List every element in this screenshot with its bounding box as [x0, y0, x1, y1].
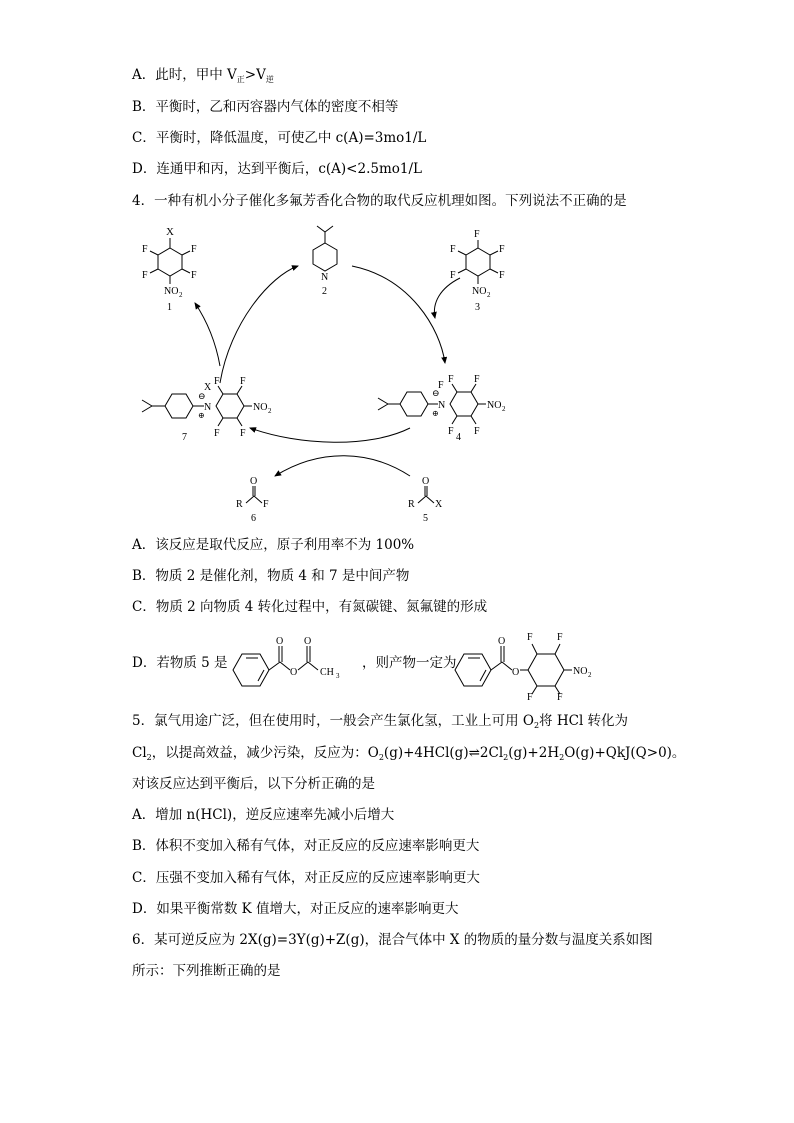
mol1-x-atom: X	[166, 226, 174, 238]
anhydride-bridge-o: O	[290, 667, 298, 678]
arrow-7-to-1	[195, 303, 220, 366]
ester-f-atom: F	[527, 632, 533, 643]
mol4-n-atom: N	[438, 400, 446, 411]
mol3-f-atom: F	[450, 244, 456, 255]
ester-bridge-o: O	[512, 667, 520, 678]
mol7-x-anion: X	[204, 382, 212, 393]
label-2: 2	[322, 286, 327, 297]
mol-anhydride-structure	[228, 632, 358, 690]
mol4-f-atom: F	[474, 374, 480, 385]
mol3-nitro: NO	[472, 286, 487, 297]
ester-f-atom: F	[557, 692, 563, 700]
label-7: 7	[182, 432, 187, 443]
label-5: 5	[423, 513, 428, 524]
mol6-f-atom: F	[263, 499, 269, 510]
mol7-nitro-sub: 2	[268, 407, 272, 415]
mol5-x-atom: X	[435, 499, 443, 510]
ester-nitro-sub: 2	[588, 671, 592, 679]
mol4-f-atom: F	[448, 374, 454, 385]
q5-option-a: A．增加 n(HCl)，逆反应速率先减小后增大	[132, 807, 395, 823]
arrow-5-to-6	[275, 456, 410, 476]
q5-stem-line3: 对该反应达到平衡后，以下分析正确的是	[132, 776, 375, 792]
q4-option-d-mid: ，则产物一定为	[362, 655, 457, 671]
mol7-f-atom: F	[214, 428, 220, 439]
mol4-minus-charge: ⊖	[432, 388, 440, 398]
mol-ester-product-structure	[450, 622, 610, 700]
q4-option-c: C．物质 2 向物质 4 转化过程中，有氮碳键、氮氟键的形成	[132, 599, 488, 615]
mol4-plus-charge: ⊕	[432, 409, 439, 418]
q4-stem: 4．一种有机小分子催化多氟芳香化合物的取代反应机理如图。下列说法不正确的是	[132, 193, 627, 209]
q3-option-d: D．连通甲和丙，达到平衡后，c(A)<2.5mo1/L	[132, 161, 422, 177]
q5-stem-line2: $Cl_2$，以提高效益，减少污染，反应为：$O_2(g)+4HCl(g)\rightleftharpoons 2Cl_2(g)+2H_2O(g)+QkJ(Q>0)$。	[132, 745, 686, 762]
mol3-nitro-sub: 2	[487, 291, 491, 299]
mol3-f-atom: F	[450, 270, 456, 281]
label-1: 1	[167, 302, 172, 313]
mol4-f-atom: F	[448, 426, 454, 437]
anhydride-methyl: CH	[320, 667, 334, 678]
mol1-f-atom: F	[191, 244, 197, 255]
mol7-f-atom: F	[214, 376, 220, 387]
ester-o-atom: O	[498, 636, 506, 647]
label-6: 6	[251, 513, 256, 524]
arrow-2-to-4	[352, 266, 445, 363]
anhydride-o-atom: O	[304, 636, 312, 647]
mol1-nitro-sub: 2	[179, 291, 183, 299]
mol4-f-atom: F	[474, 426, 480, 437]
arrow-3-in	[434, 278, 460, 318]
arrow-7-to-2	[220, 266, 298, 383]
ester-nitro: NO	[573, 666, 588, 677]
mol6-o-atom: O	[250, 476, 258, 487]
mol1-f-atom: F	[191, 270, 197, 281]
anhydride-methyl-sub: 3	[336, 672, 340, 680]
mol5-r-group: R	[408, 499, 415, 510]
mol1-f-atom: F	[142, 270, 148, 281]
mol7-plus-charge: ⊕	[198, 411, 205, 420]
mol4-nitro: NO	[487, 400, 502, 411]
q6-stem-line1: 6．某可逆反应为 2X(g)=3Y(g)+Z(g)，混合气体中 X 的物质的量分数与温度关系如图	[132, 932, 653, 948]
q5-option-b: B．体积不变加入稀有气体，对正反应的反应速率影响更大	[132, 838, 480, 854]
mol7-minus-charge: ⊖	[198, 391, 206, 401]
q4-option-b: B．物质 2 是催化剂，物质 4 和 7 是中间产物	[132, 568, 410, 584]
q4-option-a: A．该反应是取代反应，原子利用率不为 100%	[132, 537, 415, 553]
q5-option-c: C．压强不变加入稀有气体，对正反应的反应速率影响更大	[132, 870, 480, 886]
q3-option-c: C．平衡时，降低温度，可使乙中 c(A)=3mo1/L	[132, 130, 427, 146]
mol1-nitro: NO	[164, 286, 179, 297]
label-4: 4	[456, 432, 461, 443]
arrow-4-to-7	[250, 428, 410, 442]
mol1-f-atom: F	[142, 244, 148, 255]
label-3: 3	[475, 302, 480, 313]
q3-option-b: B．平衡时，乙和丙容器内气体的密度不相等	[132, 99, 399, 115]
reaction-mechanism-scheme	[120, 218, 540, 530]
q3-option-a: A．此时，甲中 $V_正>V_逆$	[132, 67, 274, 84]
mol4-f-anion: F	[438, 380, 444, 391]
mol3-f-atom: F	[499, 244, 505, 255]
q5-stem-line1: 5．氯气用途广泛，但在使用时，一般会产生氯化氢，工业上可用 $O_2$将 HCl 转化为	[132, 713, 629, 730]
q6-stem-line2: 所示：下列推断正确的是	[132, 963, 281, 979]
mol7-nitro: NO	[253, 402, 268, 413]
mol6-r-group: R	[236, 499, 243, 510]
ester-f-atom: F	[557, 632, 563, 643]
mol7-f-atom: F	[240, 428, 246, 439]
mol7-f-atom: F	[240, 376, 246, 387]
mol5-o-atom: O	[422, 476, 430, 487]
q4-option-d-prefix: D．若物质 5 是	[132, 655, 228, 671]
mol3-f-atom: F	[499, 270, 505, 281]
ester-f-atom: F	[527, 692, 533, 700]
mol2-n-atom: N	[321, 272, 329, 283]
anhydride-o-atom: O	[276, 636, 284, 647]
mol3-f-atom: F	[474, 229, 480, 240]
mol7-n-atom: N	[204, 402, 212, 413]
q5-option-d: D．如果平衡常数 K 值增大，对正反应的速率影响更大	[132, 901, 459, 917]
mol4-nitro-sub: 2	[502, 405, 506, 413]
